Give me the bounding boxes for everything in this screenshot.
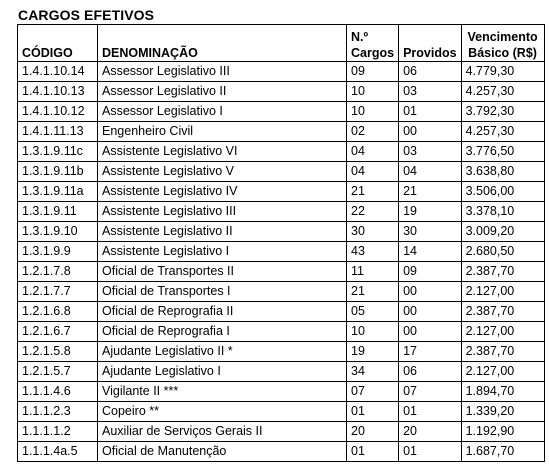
cell-codigo: 1.2.1.6.8: [18, 302, 98, 322]
cell-num-cargos: 11: [347, 262, 399, 282]
header-codigo: CÓDIGO: [18, 25, 98, 62]
cell-providos: 07: [399, 382, 462, 402]
cell-num-cargos: 10: [347, 102, 399, 122]
cell-denominacao: Ajudante Legislativo II *: [98, 342, 347, 362]
cell-num-cargos: 02: [347, 122, 399, 142]
cell-providos: 17: [399, 342, 462, 362]
cell-num-cargos: 05: [347, 302, 399, 322]
cell-codigo: 1.2.1.7.8: [18, 262, 98, 282]
table-row: [18, 182, 545, 202]
cell-denominacao: Ajudante Legislativo I: [98, 362, 347, 382]
cell-denominacao: Oficial de Manutenção: [98, 442, 347, 462]
cell-num-cargos: 04: [347, 142, 399, 162]
table-row: [18, 142, 545, 162]
cell-denominacao: Assistente Legislativo V: [98, 162, 347, 182]
cell-denominacao: Assessor Legislativo II: [98, 82, 347, 102]
cell-providos: 30: [399, 222, 462, 242]
cell-codigo: 1.3.1.9.11b: [18, 162, 98, 182]
table-body: [18, 62, 545, 462]
cell-providos: 03: [399, 82, 462, 102]
table-row: [18, 322, 545, 342]
cell-num-cargos: 20: [347, 422, 399, 442]
cell-vencimento: 2.387,70: [461, 302, 544, 322]
cell-providos: 20: [399, 422, 462, 442]
cell-num-cargos: 21: [347, 282, 399, 302]
table-row: [18, 62, 545, 82]
cell-providos: 00: [399, 282, 462, 302]
cell-denominacao: Oficial de Reprografia II: [98, 302, 347, 322]
cell-providos: 03: [399, 142, 462, 162]
table-row: [18, 242, 545, 262]
section-title: CARGOS EFETIVOS: [18, 7, 155, 23]
cell-vencimento: 4.257,30: [461, 82, 544, 102]
header-vencimento: Vencimento Básico (R$): [461, 25, 544, 62]
cell-vencimento: 3.792,30: [461, 102, 544, 122]
cell-vencimento: 3.638,80: [461, 162, 544, 182]
table-row: [18, 102, 545, 122]
cell-codigo: 1.2.1.7.7: [18, 282, 98, 302]
cell-num-cargos: 10: [347, 322, 399, 342]
cell-denominacao: Vigilante II ***: [98, 382, 347, 402]
cell-vencimento: 2.127,00: [461, 362, 544, 382]
cell-denominacao: Assistente Legislativo IV: [98, 182, 347, 202]
cell-denominacao: Auxiliar de Serviços Gerais II: [98, 422, 347, 442]
cell-num-cargos: 22: [347, 202, 399, 222]
cell-codigo: 1.3.1.9.11c: [18, 142, 98, 162]
header-denominacao: DENOMINAÇÃO: [98, 25, 347, 62]
cell-vencimento: 4.257,30: [461, 122, 544, 142]
cell-vencimento: 3.009,20: [461, 222, 544, 242]
header-num-cargos: N.º Cargos: [347, 25, 399, 62]
cell-vencimento: 3.378,10: [461, 202, 544, 222]
cell-codigo: 1.3.1.9.11: [18, 202, 98, 222]
cell-vencimento: 2.387,70: [461, 342, 544, 362]
table-row: [18, 82, 545, 102]
table-row: [18, 262, 545, 282]
table-row: [18, 302, 545, 322]
cell-num-cargos: 04: [347, 162, 399, 182]
cell-codigo: 1.3.1.9.11a: [18, 182, 98, 202]
cell-num-cargos: 43: [347, 242, 399, 262]
cell-vencimento: 1.894,70: [461, 382, 544, 402]
table-row: [18, 382, 545, 402]
cell-num-cargos: 10: [347, 82, 399, 102]
table-row: [18, 442, 545, 462]
cell-providos: 00: [399, 122, 462, 142]
cell-vencimento: 1.339,20: [461, 402, 544, 422]
cell-denominacao: Assistente Legislativo I: [98, 242, 347, 262]
cell-vencimento: 4.779,30: [461, 62, 544, 82]
header-providos: Providos: [399, 25, 462, 62]
table-row: [18, 422, 545, 442]
cell-codigo: 1.2.1.5.7: [18, 362, 98, 382]
cell-denominacao: Assessor Legislativo I: [98, 102, 347, 122]
cell-providos: 06: [399, 362, 462, 382]
cell-denominacao: Engenheiro Civil: [98, 122, 347, 142]
cell-num-cargos: 01: [347, 402, 399, 422]
cell-providos: 19: [399, 202, 462, 222]
cell-providos: 14: [399, 242, 462, 262]
cell-codigo: 1.4.1.11.13: [18, 122, 98, 142]
cell-num-cargos: 21: [347, 182, 399, 202]
cell-codigo: 1.3.1.9.10: [18, 222, 98, 242]
cell-num-cargos: 30: [347, 222, 399, 242]
cell-providos: 04: [399, 162, 462, 182]
cell-codigo: 1.1.1.4a.5: [18, 442, 98, 462]
cell-denominacao: Assistente Legislativo VI: [98, 142, 347, 162]
cell-vencimento: 2.127,00: [461, 322, 544, 342]
cell-codigo: 1.2.1.6.7: [18, 322, 98, 342]
cell-providos: 00: [399, 322, 462, 342]
table-row: [18, 402, 545, 422]
cell-codigo: 1.1.1.2.3: [18, 402, 98, 422]
cell-providos: 01: [399, 442, 462, 462]
table-row: [18, 202, 545, 222]
table-row: [18, 342, 545, 362]
cell-denominacao: Oficial de Transportes I: [98, 282, 347, 302]
cell-providos: 21: [399, 182, 462, 202]
table-header-row: [18, 25, 545, 62]
table-row: [18, 162, 545, 182]
cell-providos: 01: [399, 402, 462, 422]
cell-codigo: 1.4.1.10.14: [18, 62, 98, 82]
cargos-table: [17, 24, 545, 462]
cell-denominacao: Assistente Legislativo III: [98, 202, 347, 222]
cell-num-cargos: 07: [347, 382, 399, 402]
cell-codigo: 1.1.1.4.6: [18, 382, 98, 402]
cell-codigo: 1.1.1.1.2: [18, 422, 98, 442]
cell-denominacao: Oficial de Reprografia I: [98, 322, 347, 342]
cell-num-cargos: 34: [347, 362, 399, 382]
cell-denominacao: Oficial de Transportes II: [98, 262, 347, 282]
cell-providos: 09: [399, 262, 462, 282]
cell-denominacao: Assistente Legislativo II: [98, 222, 347, 242]
cell-vencimento: 2.387,70: [461, 262, 544, 282]
table-row: [18, 362, 545, 382]
cell-num-cargos: 09: [347, 62, 399, 82]
cell-providos: 01: [399, 102, 462, 122]
cell-denominacao: Assessor Legislativo III: [98, 62, 347, 82]
cell-vencimento: 1.192,90: [461, 422, 544, 442]
cell-denominacao: Copeiro **: [98, 402, 347, 422]
cell-vencimento: 2.680,50: [461, 242, 544, 262]
table-row: [18, 222, 545, 242]
cell-num-cargos: 01: [347, 442, 399, 462]
cell-codigo: 1.4.1.10.12: [18, 102, 98, 122]
cell-codigo: 1.3.1.9.9: [18, 242, 98, 262]
cell-providos: 00: [399, 302, 462, 322]
cell-providos: 06: [399, 62, 462, 82]
cell-codigo: 1.4.1.10.13: [18, 82, 98, 102]
cell-num-cargos: 19: [347, 342, 399, 362]
cell-vencimento: 3.776,50: [461, 142, 544, 162]
table-row: [18, 282, 545, 302]
table-row: [18, 122, 545, 142]
cell-vencimento: 3.506,00: [461, 182, 544, 202]
cell-codigo: 1.2.1.5.8: [18, 342, 98, 362]
cell-vencimento: 1.687,70: [461, 442, 544, 462]
cell-vencimento: 2.127,00: [461, 282, 544, 302]
